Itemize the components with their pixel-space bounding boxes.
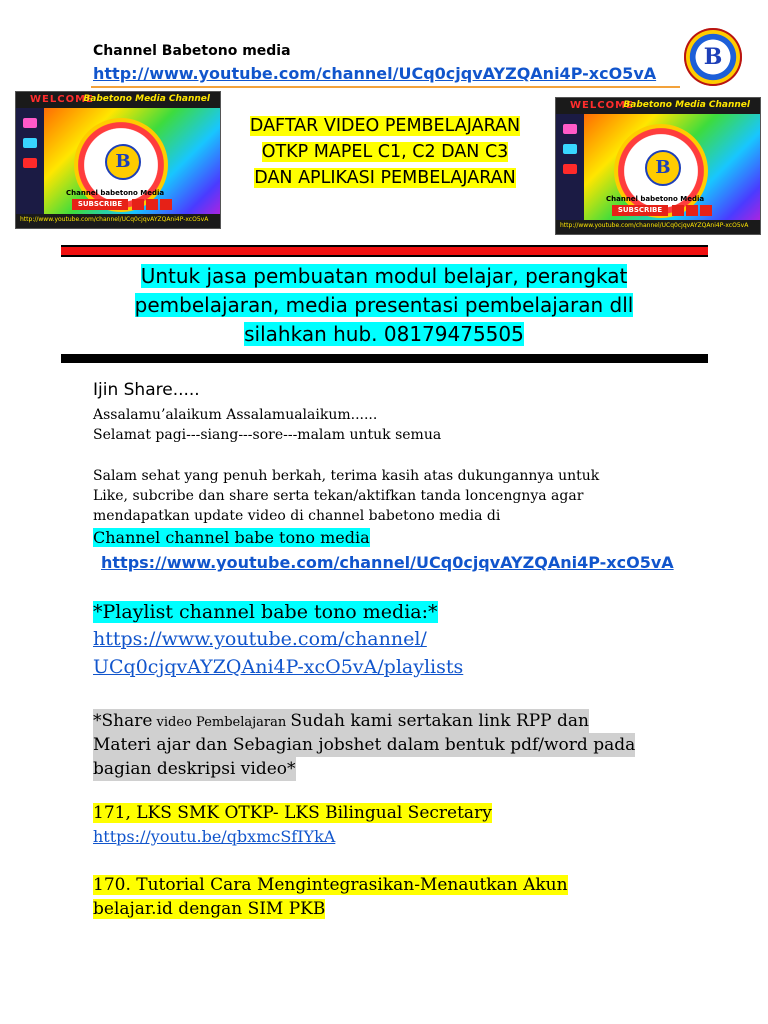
subscribe-icon <box>563 164 577 174</box>
channel-banner-left <box>15 91 221 229</box>
banner-welcome: WELCOME <box>30 94 94 105</box>
thumbs-up-icon <box>672 205 684 216</box>
playlist-url-line-2[interactable]: UCq0cjqvAYZQAni4P-xcO5vA/playlists <box>93 656 464 678</box>
title-line-1: DAFTAR VIDEO PEMBELAJARAN <box>249 116 521 136</box>
playlist-label: *Playlist channel babe tono media:* <box>93 601 438 623</box>
promo-line-2: pembelajaran, media presentasi pembelajaran dll <box>134 293 634 317</box>
video-item-171-url[interactable]: https://youtu.be/qbxmcSfIYkA <box>93 827 336 846</box>
channel-banner-right <box>555 97 761 235</box>
banner-footer <box>556 220 760 234</box>
thumbs-up-icon <box>132 199 144 210</box>
channel-url-link-2[interactable]: https://www.youtube.com/channel/UCq0cjqvAYZQAni4P-xcO5vA <box>101 553 674 572</box>
subscribe-icon <box>23 158 37 168</box>
banner-channel-label: Channel babetono Media <box>606 195 705 203</box>
page-title <box>222 113 548 191</box>
promo-line-1: Untuk jasa pembuatan modul belajar, perangkat <box>140 264 628 288</box>
like-icon <box>23 118 37 128</box>
channel-label: Channel channel babe tono media <box>93 528 370 547</box>
video-item-170-title-line-2: belajar.id dengan SIM PKB <box>93 899 326 919</box>
banner-logo-letter: B <box>105 144 141 180</box>
banner-logo-letter: B <box>645 150 681 186</box>
banner-top-bar <box>16 92 220 108</box>
banner-channel-label: Channel babetono Media <box>66 189 165 197</box>
promo-text <box>82 262 686 349</box>
banner-top-bar <box>556 98 760 114</box>
greeting-line-1: Assalamu’alaikum Assalamualaikum...... <box>93 407 378 423</box>
banner-footer-url: http://www.youtube.com/channel/UCq0cjqvAYZQAni4P-xcO5vA <box>20 216 209 223</box>
banner-logo-ring <box>74 118 168 212</box>
banner-footer-url: http://www.youtube.com/channel/UCq0cjqvAYZQAni4P-xcO5vA <box>560 222 749 229</box>
title-line-2: OTKP MAPEL C1, C2 DAN C3 <box>261 142 509 162</box>
share-rest-line-1: Sudah kami sertakan link RPP dan <box>290 711 589 731</box>
header-divider <box>91 86 680 88</box>
salam-line-3: mendapatkan update video di channel babetono media di <box>93 508 501 524</box>
salam-line-1: Salam sehat yang penuh berkah, terima kasih atas dukungannya untuk <box>93 468 600 484</box>
share-note-line-3: bagian deskripsi video* <box>93 759 296 779</box>
banner-subscribe-button: SUBSCRIBE <box>72 199 128 210</box>
banner-welcome: WELCOME <box>570 100 634 111</box>
red-divider <box>61 245 708 257</box>
comment-icon <box>563 144 577 154</box>
share-icon <box>146 199 158 210</box>
ijin-share-heading: Ijin Share..... <box>93 380 200 400</box>
banner-title: Babetono Media Channel <box>623 100 750 110</box>
like-icon <box>563 124 577 134</box>
promo-line-3: silahkan hub. 08179475505 <box>244 322 524 346</box>
bell-icon <box>700 205 712 216</box>
salam-line-2: Like, subcribe dan share serta tekan/aktifkan tanda loncengnya agar <box>93 488 584 504</box>
share-star-text: *Share <box>93 711 153 731</box>
comment-icon <box>23 138 37 148</box>
share-icon <box>686 205 698 216</box>
banner-side-icons <box>16 108 44 214</box>
greeting-line-2: Selamat pagi---siang---sore---malam untuk semua <box>93 427 442 443</box>
video-item-171-title: 171, LKS SMK OTKP- LKS Bilingual Secretary <box>93 803 492 823</box>
video-item-170-title-line-1: 170. Tutorial Cara Mengintegrasikan-Menautkan Akun <box>93 875 568 895</box>
banner-logo-ring <box>614 124 708 218</box>
banner-side-icons <box>556 114 584 220</box>
banner-subscribe-button: SUBSCRIBE <box>612 205 668 216</box>
channel-name: Channel Babetono media <box>93 43 291 59</box>
banner-title: Babetono Media Channel <box>83 94 210 104</box>
title-line-3: DAN APLIKASI PEMBELAJARAN <box>254 168 516 188</box>
share-small-text: video Pembelajaran <box>152 715 291 730</box>
channel-url-link[interactable]: http://www.youtube.com/channel/UCq0cjqvAYZQAni4P-xcO5vA <box>93 64 657 83</box>
black-divider <box>61 354 708 363</box>
share-note-line-2: Materi ajar dan Sebagian jobshet dalam bentuk pdf/word pada <box>93 735 636 755</box>
bell-icon <box>160 199 172 210</box>
babetono-logo <box>684 28 742 86</box>
banner-footer <box>16 214 220 228</box>
playlist-url-line-1[interactable]: https://www.youtube.com/channel/ <box>93 628 427 650</box>
share-note-line-1 <box>93 709 589 735</box>
logo-letter: B <box>703 44 723 70</box>
